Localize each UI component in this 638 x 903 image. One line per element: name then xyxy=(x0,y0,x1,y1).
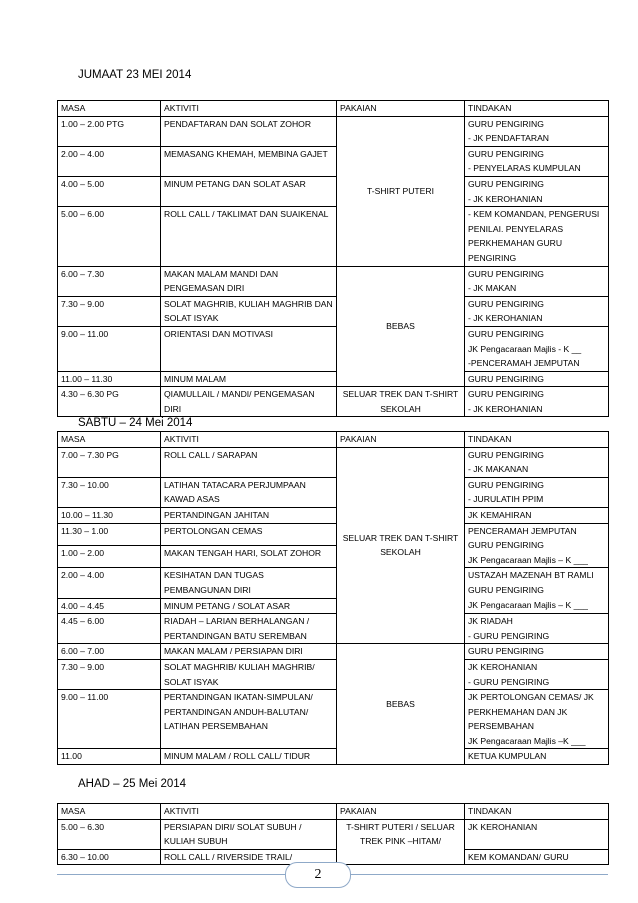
header-cell: MASA xyxy=(58,432,161,448)
tindakan-cell: GURU PENGIRING - JK PENDAFTARAN xyxy=(465,116,609,146)
table-row xyxy=(58,749,609,765)
table-row xyxy=(58,644,609,660)
header-cell: TINDAKAN xyxy=(465,804,609,820)
schedule-table-jumaat xyxy=(57,100,609,417)
table-row xyxy=(58,507,609,523)
masa-cell: 4.00 – 5.00 xyxy=(58,176,161,206)
header-cell: PAKAIAN xyxy=(337,804,465,820)
header-cell: TINDAKAN xyxy=(465,432,609,448)
table-row xyxy=(58,266,609,296)
header-cell: AKTIVITI xyxy=(161,432,337,448)
schedule-table-ahad xyxy=(57,803,609,865)
masa-cell: 6.00 – 7.30 xyxy=(58,266,161,296)
masa-cell: 5.00 – 6.00 xyxy=(58,207,161,266)
table-row xyxy=(58,371,609,387)
tindakan-cell: GURU PENGIRING - JK KEROHANIAN xyxy=(465,176,609,206)
header-row xyxy=(58,804,609,820)
table-row xyxy=(58,326,609,371)
aktiviti-cell: MAKAN MALAM / PERSIAPAN DIRI xyxy=(161,644,337,660)
table-row xyxy=(58,659,609,689)
pakaian-cell: SELUAR TREK DAN T-SHIRT SEKOLAH xyxy=(337,447,465,644)
aktiviti-cell: MEMASANG KHEMAH, MEMBINA GAJET xyxy=(161,146,337,176)
masa-cell: 4.45 – 6.00 xyxy=(58,614,161,644)
header-cell: PAKAIAN xyxy=(337,432,465,448)
table-row xyxy=(58,447,609,477)
tindakan-cell: GURU PENGIRING xyxy=(465,371,609,387)
masa-cell: 7.30 – 9.00 xyxy=(58,659,161,689)
aktiviti-cell: MINUM PETANG / SOLAT ASAR xyxy=(161,598,337,614)
tindakan-cell: JK RIADAH - GURU PENGIRING xyxy=(465,614,609,644)
tindakan-cell: KEM KOMANDAN/ GURU xyxy=(465,849,609,865)
tindakan-cell: KETUA KUMPULAN xyxy=(465,749,609,765)
header-row xyxy=(58,101,609,117)
header-cell: AKTIVITI xyxy=(161,101,337,117)
masa-cell: 1.00 – 2.00 PTG xyxy=(58,116,161,146)
tindakan-cell: USTAZAH MAZENAH BT RAMLI GURU PENGIRING JK Pengacaraan Majlis – K ___ xyxy=(465,568,609,614)
day-title-jumaat: JUMAAT 23 MEI 2014 xyxy=(78,69,192,81)
aktiviti-cell: MAKAN MALAM MANDI DAN PENGEMASAN DIRI xyxy=(161,266,337,296)
tindakan-cell: GURU PENGIRING - JK MAKAN xyxy=(465,266,609,296)
aktiviti-cell: ORIENTASI DAN MOTIVASI xyxy=(161,326,337,371)
table-row xyxy=(58,477,609,507)
pakaian-cell: BEBAS xyxy=(337,266,465,387)
day-title-sabtu: SABTU – 24 Mei 2014 xyxy=(78,417,193,429)
aktiviti-cell: SOLAT MAGHRIB/ KULIAH MAGHRIB/ SOLAT ISYAK xyxy=(161,659,337,689)
table-row xyxy=(58,523,609,545)
masa-cell: 7.30 – 10.00 xyxy=(58,477,161,507)
table-row xyxy=(58,296,609,326)
tindakan-cell: JK KEMAHIRAN xyxy=(465,507,609,523)
aktiviti-cell: RIADAH – LARIAN BERHALANGAN / PERTANDINGAN BATU SEREMBAN xyxy=(161,614,337,644)
table-row xyxy=(58,614,609,644)
tindakan-cell: GURU PENGIRING - JK KEROHANIAN xyxy=(465,296,609,326)
tindakan-cell: JK PERTOLONGAN CEMAS/ JK PERKHEMAHAN DAN JK PERSEMBAHAN JK Pengacaraan Majlis –K ___ xyxy=(465,690,609,749)
tindakan-cell: GURU PENGIRING - JURULATIH PPIM xyxy=(465,477,609,507)
tindakan-cell: JK KEROHANIAN - GURU PENGIRING xyxy=(465,659,609,689)
masa-cell: 4.00 – 4.45 xyxy=(58,598,161,614)
aktiviti-cell: PERTANDINGAN JAHITAN xyxy=(161,507,337,523)
masa-cell: 9.00 – 11.00 xyxy=(58,690,161,749)
pakaian-cell: T-SHIRT PUTERI xyxy=(337,116,465,266)
masa-cell: 7.30 – 9.00 xyxy=(58,296,161,326)
tindakan-cell: GURU PENGIRING xyxy=(465,644,609,660)
aktiviti-cell: PERSIAPAN DIRI/ SOLAT SUBUH / KULIAH SUBUH xyxy=(161,819,337,849)
table-row xyxy=(58,387,609,417)
table-row xyxy=(58,176,609,206)
tindakan-cell: GURU PENGIRING - JK KEROHANIAN xyxy=(465,387,609,417)
aktiviti-cell: ROLL CALL / RIVERSIDE TRAIL/ xyxy=(161,849,337,865)
aktiviti-cell: SOLAT MAGHRIB, KULIAH MAGHRIB DAN SOLAT ISYAK xyxy=(161,296,337,326)
pakaian-cell: T-SHIRT PUTERI / SELUAR TREK PINK –HITAM/ xyxy=(337,819,465,865)
masa-cell: 2.00 – 4.00 xyxy=(58,568,161,598)
table-row xyxy=(58,146,609,176)
aktiviti-cell: MAKAN TENGAH HARI, SOLAT ZOHOR xyxy=(161,545,337,567)
masa-cell: 2.00 – 4.00 xyxy=(58,146,161,176)
header-row xyxy=(58,432,609,448)
masa-cell: 9.00 – 11.00 xyxy=(58,326,161,371)
tindakan-cell: JK KEROHANIAN xyxy=(465,819,609,849)
aktiviti-cell: MINUM MALAM / ROLL CALL/ TIDUR xyxy=(161,749,337,765)
aktiviti-cell: ROLL CALL / TAKLIMAT DAN SUAIKENAL xyxy=(161,207,337,266)
table-row xyxy=(58,568,609,598)
schedule-table-sabtu xyxy=(57,431,609,765)
page-number: 2 xyxy=(285,862,351,888)
aktiviti-cell: QIAMULLAIL / MANDI/ PENGEMASAN DIRI xyxy=(161,387,337,417)
header-cell: TINDAKAN xyxy=(465,101,609,117)
table-row xyxy=(58,116,609,146)
pakaian-cell: SELUAR TREK DAN T-SHIRT SEKOLAH xyxy=(337,387,465,417)
header-cell: PAKAIAN xyxy=(337,101,465,117)
tindakan-cell: - KEM KOMANDAN, PENGERUSI PENILAI. PENYELARAS PERKHEMAHAN GURU PENGIRING xyxy=(465,207,609,266)
masa-cell: 6.00 – 7.00 xyxy=(58,644,161,660)
masa-cell: 10.00 – 11.30 xyxy=(58,507,161,523)
pakaian-cell: BEBAS xyxy=(337,644,465,765)
table-row xyxy=(58,690,609,749)
masa-cell: 1.00 – 2.00 xyxy=(58,545,161,567)
masa-cell: 11.00 xyxy=(58,749,161,765)
table-row xyxy=(58,207,609,266)
day-title-ahad: AHAD – 25 Mei 2014 xyxy=(78,778,187,790)
masa-cell: 11.30 – 1.00 xyxy=(58,523,161,545)
tindakan-cell: GURU PENGIRING - JK MAKANAN xyxy=(465,447,609,477)
tindakan-cell: PENCERAMAH JEMPUTAN GURU PENGIRING JK Pengacaraan Majlis – K ___ xyxy=(465,523,609,568)
masa-cell: 7.00 – 7.30 PG xyxy=(58,447,161,477)
header-cell: AKTIVITI xyxy=(161,804,337,820)
tindakan-cell: GURU PENGIRING JK Pengacaraan Majlis - K __ -PENCERAMAH JEMPUTAN xyxy=(465,326,609,371)
masa-cell: 6.30 – 10.00 xyxy=(58,849,161,865)
masa-cell: 5.00 – 6.30 xyxy=(58,819,161,849)
aktiviti-cell: PERTOLONGAN CEMAS xyxy=(161,523,337,545)
aktiviti-cell: PENDAFTARAN DAN SOLAT ZOHOR xyxy=(161,116,337,146)
aktiviti-cell: KESIHATAN DAN TUGAS PEMBANGUNAN DIRI xyxy=(161,568,337,598)
aktiviti-cell: PERTANDINGAN IKATAN-SIMPULAN/ PERTANDINGAN ANDUH-BALUTAN/ LATIHAN PERSEMBAHAN xyxy=(161,690,337,749)
aktiviti-cell: LATIHAN TATACARA PERJUMPAAN KAWAD ASAS xyxy=(161,477,337,507)
table-row xyxy=(58,819,609,849)
masa-cell: 4.30 – 6.30 PG xyxy=(58,387,161,417)
aktiviti-cell: ROLL CALL / SARAPAN xyxy=(161,447,337,477)
header-cell: MASA xyxy=(58,101,161,117)
tindakan-cell: GURU PENGIRING - PENYELARAS KUMPULAN xyxy=(465,146,609,176)
masa-cell: 11.00 – 11.30 xyxy=(58,371,161,387)
header-cell: MASA xyxy=(58,804,161,820)
aktiviti-cell: MINUM PETANG DAN SOLAT ASAR xyxy=(161,176,337,206)
aktiviti-cell: MINUM MALAM xyxy=(161,371,337,387)
